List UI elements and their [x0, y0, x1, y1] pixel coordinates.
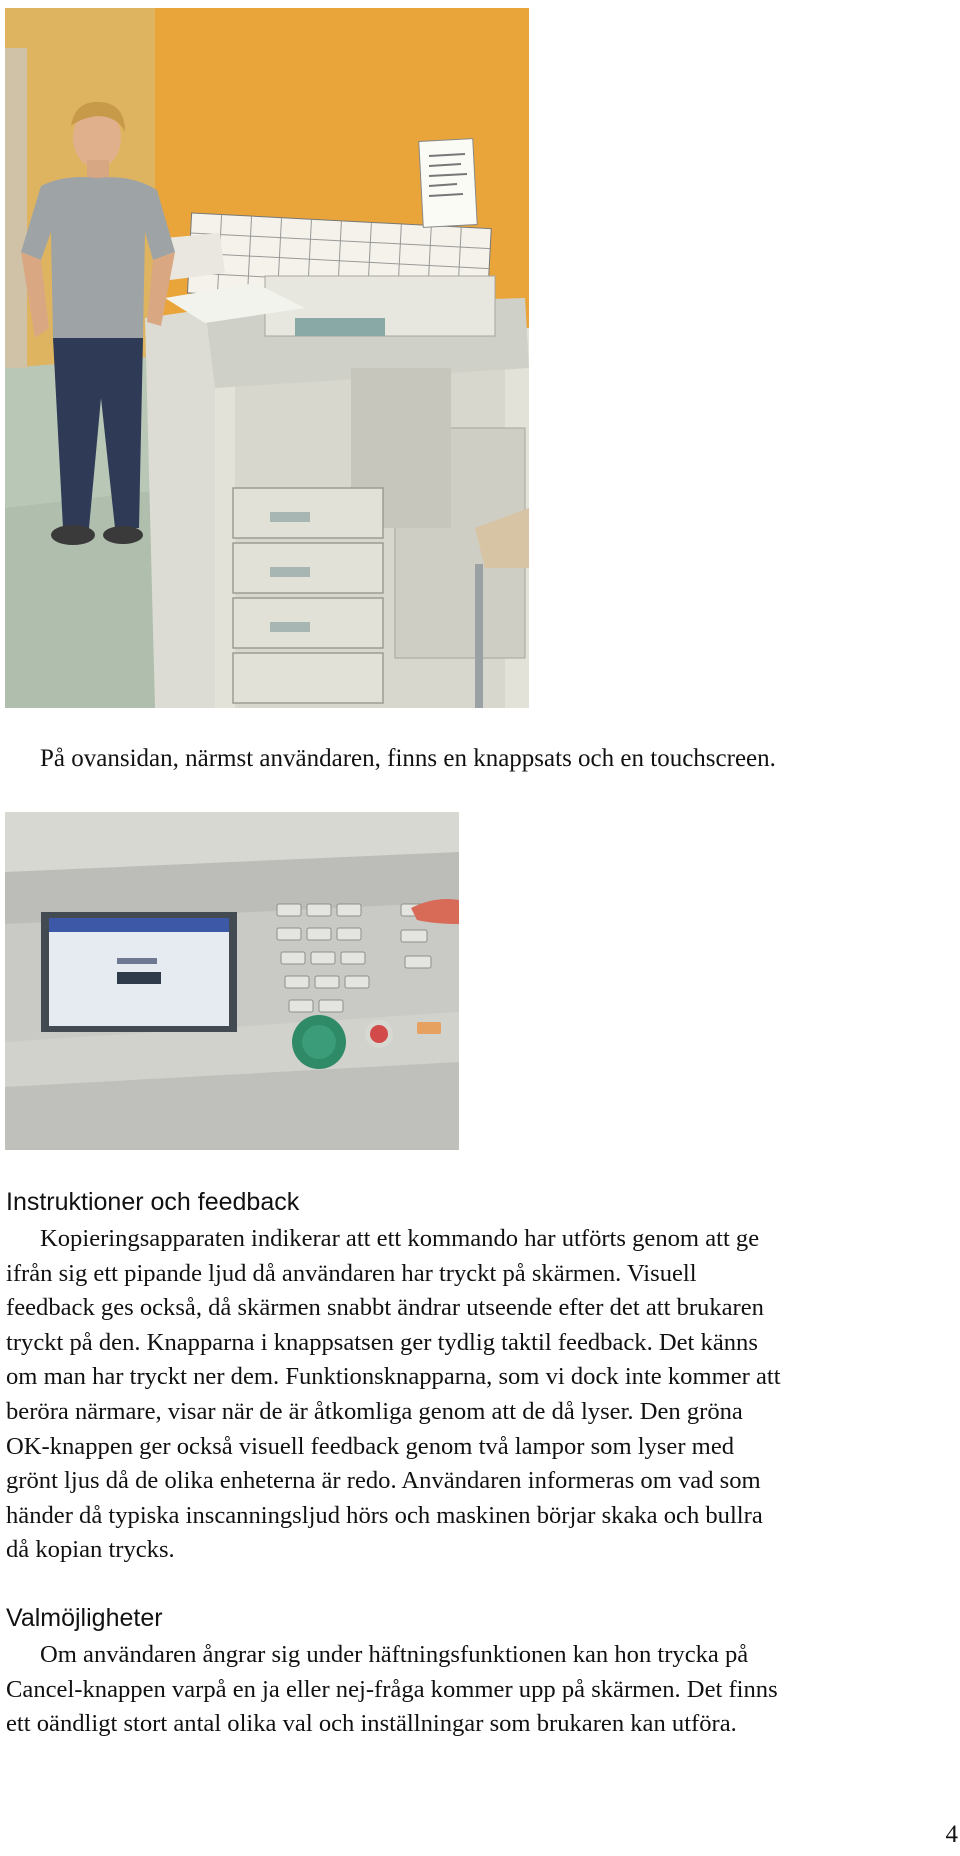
paragraph-line: Om användaren ångrar sig under häftningsfunktionen kan hon trycka på [40, 1641, 749, 1668]
paragraph-line: feedback ges också, då skärmen snabbt ändrar utseende efter det att brukaren [6, 1294, 764, 1322]
control-panel-illustration [5, 812, 459, 1150]
paragraph-line: då kopian trycks. [6, 1536, 175, 1564]
section-heading-instructions: Instruktioner och feedback [6, 1188, 300, 1216]
paragraph-line: Kopieringsapparaten indikerar att ett kommando har utförts genom att ge [40, 1225, 760, 1252]
paragraph-line: ett oändligt stort antal olika val och inställningar som brukaren kan utföra. [6, 1710, 737, 1738]
section-heading-options: Valmöjligheter [6, 1604, 163, 1632]
paragraph-instructions [6, 1222, 956, 1568]
paragraph-line: händer då typiska inscanningsljud hörs och maskinen börjar skaka och bullra [6, 1501, 763, 1529]
paragraph-line: beröra närmare, visar när de är åtkomliga genom att de då lyser. Den gröna [6, 1397, 743, 1425]
paragraph-options [6, 1638, 956, 1742]
paragraph-line: OK-knappen ger också visuell feedback genom två lampor som lyser med [6, 1432, 735, 1460]
paragraph-line: Cancel-knappen varpå en ja eller nej-fråga kommer upp på skärmen. Det finns [6, 1675, 778, 1703]
paragraph-line: om man har tryckt ner dem. Funktionsknapparna, som vi dock inte kommer att [6, 1363, 781, 1391]
paragraph-line: ifrån sig ett pipande ljud då användaren har tryckt på skärmen. Visuell [6, 1259, 697, 1287]
copier-photo-illustration [5, 8, 529, 708]
paragraph-line: tryckt på den. Knapparna i knappsatsen ger tydlig taktil feedback. Det känns [6, 1328, 758, 1356]
photo-caption: På ovansidan, närmst användaren, finns en knappsats och en touchscreen. [40, 745, 776, 772]
copier-photo [5, 8, 529, 708]
control-panel-photo [5, 812, 459, 1150]
paragraph-line: grönt ljus då de olika enheterna är redo. Användaren informeras om vad som [6, 1467, 761, 1495]
page-number: 4 [945, 1821, 958, 1848]
